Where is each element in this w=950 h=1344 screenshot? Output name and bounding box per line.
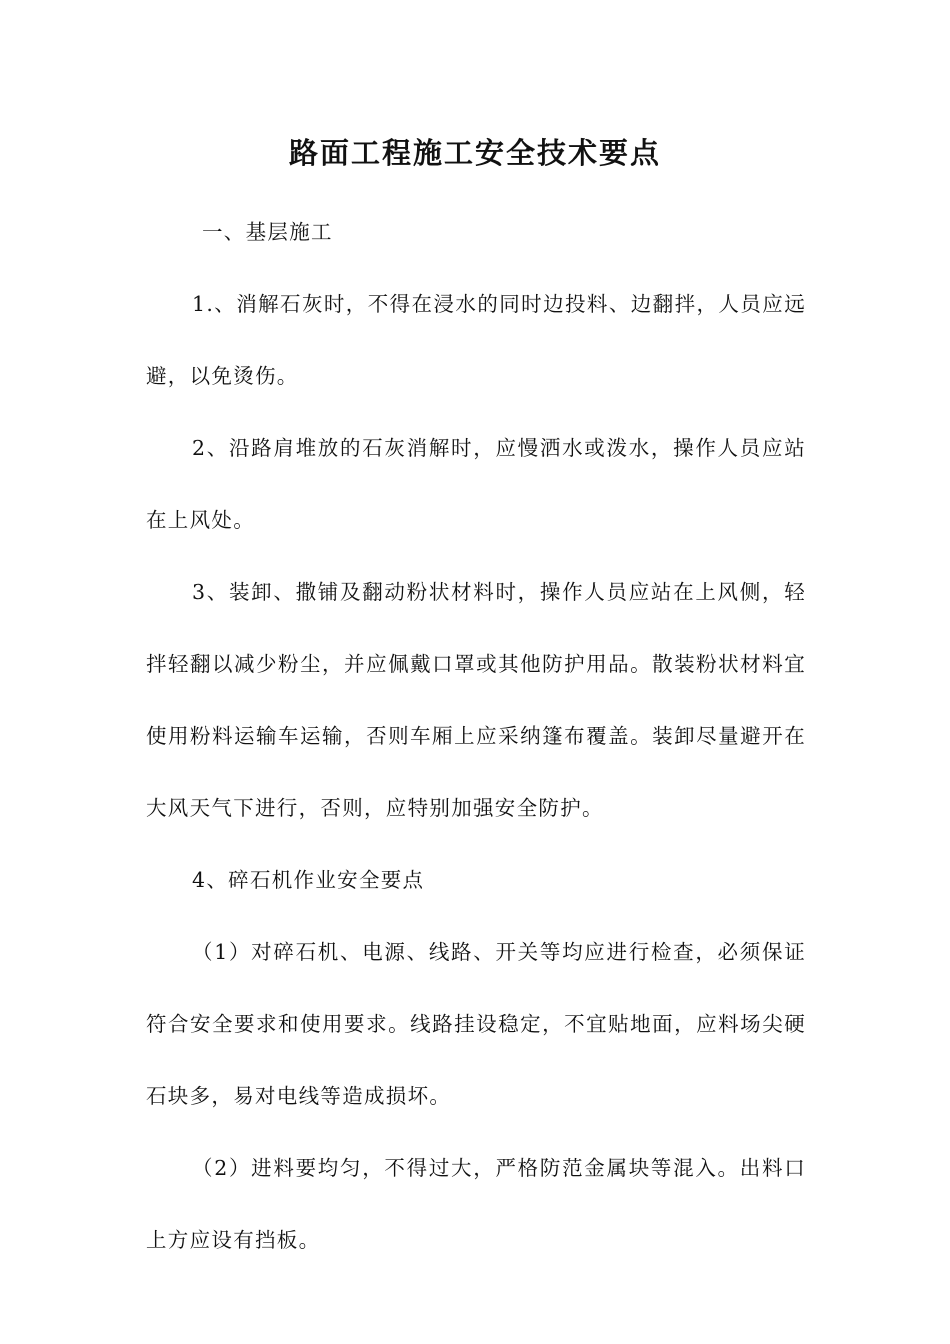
document-title: 路面工程施工安全技术要点 xyxy=(288,136,661,170)
paragraph-item-2: 2、沿路肩堆放的石灰消解时，应慢洒水或泼水，操作人员应站在上风处。 xyxy=(146,436,806,532)
document-body xyxy=(146,196,806,1276)
paragraph-item-3: 3、装卸、撒铺及翻动粉状材料时，操作人员应站在上风侧，轻拌轻翻以减少粉尘，并应佩戴口罩或其他防护用品。散装粉状材料宜使用粉料运输车运输，否则车厢上应采纳篷布覆盖。装卸尽量避开在大风天气下进行，否则，应特别加强安全防护。 xyxy=(146,580,806,820)
paragraph-item-4-heading: 4、碎石机作业安全要点 xyxy=(192,868,425,892)
paragraph-item-1: 1.、消解石灰时，不得在浸水的同时边投料、边翻拌，人员应远避，以免烫伤。 xyxy=(146,292,806,388)
paragraph-subitem-1: （1）对碎石机、电源、线路、开关等均应进行检查，必须保证符合安全要求和使用要求。线路挂设稳定，不宜贴地面，应料场尖硬石块多，易对电线等造成损坏。 xyxy=(146,940,806,1108)
section-heading-base-construction: 一、基层施工 xyxy=(202,220,333,244)
paragraph-subitem-2: （2）进料要均匀，不得过大，严格防范金属块等混入。出料口上方应设有挡板。 xyxy=(146,1156,806,1252)
